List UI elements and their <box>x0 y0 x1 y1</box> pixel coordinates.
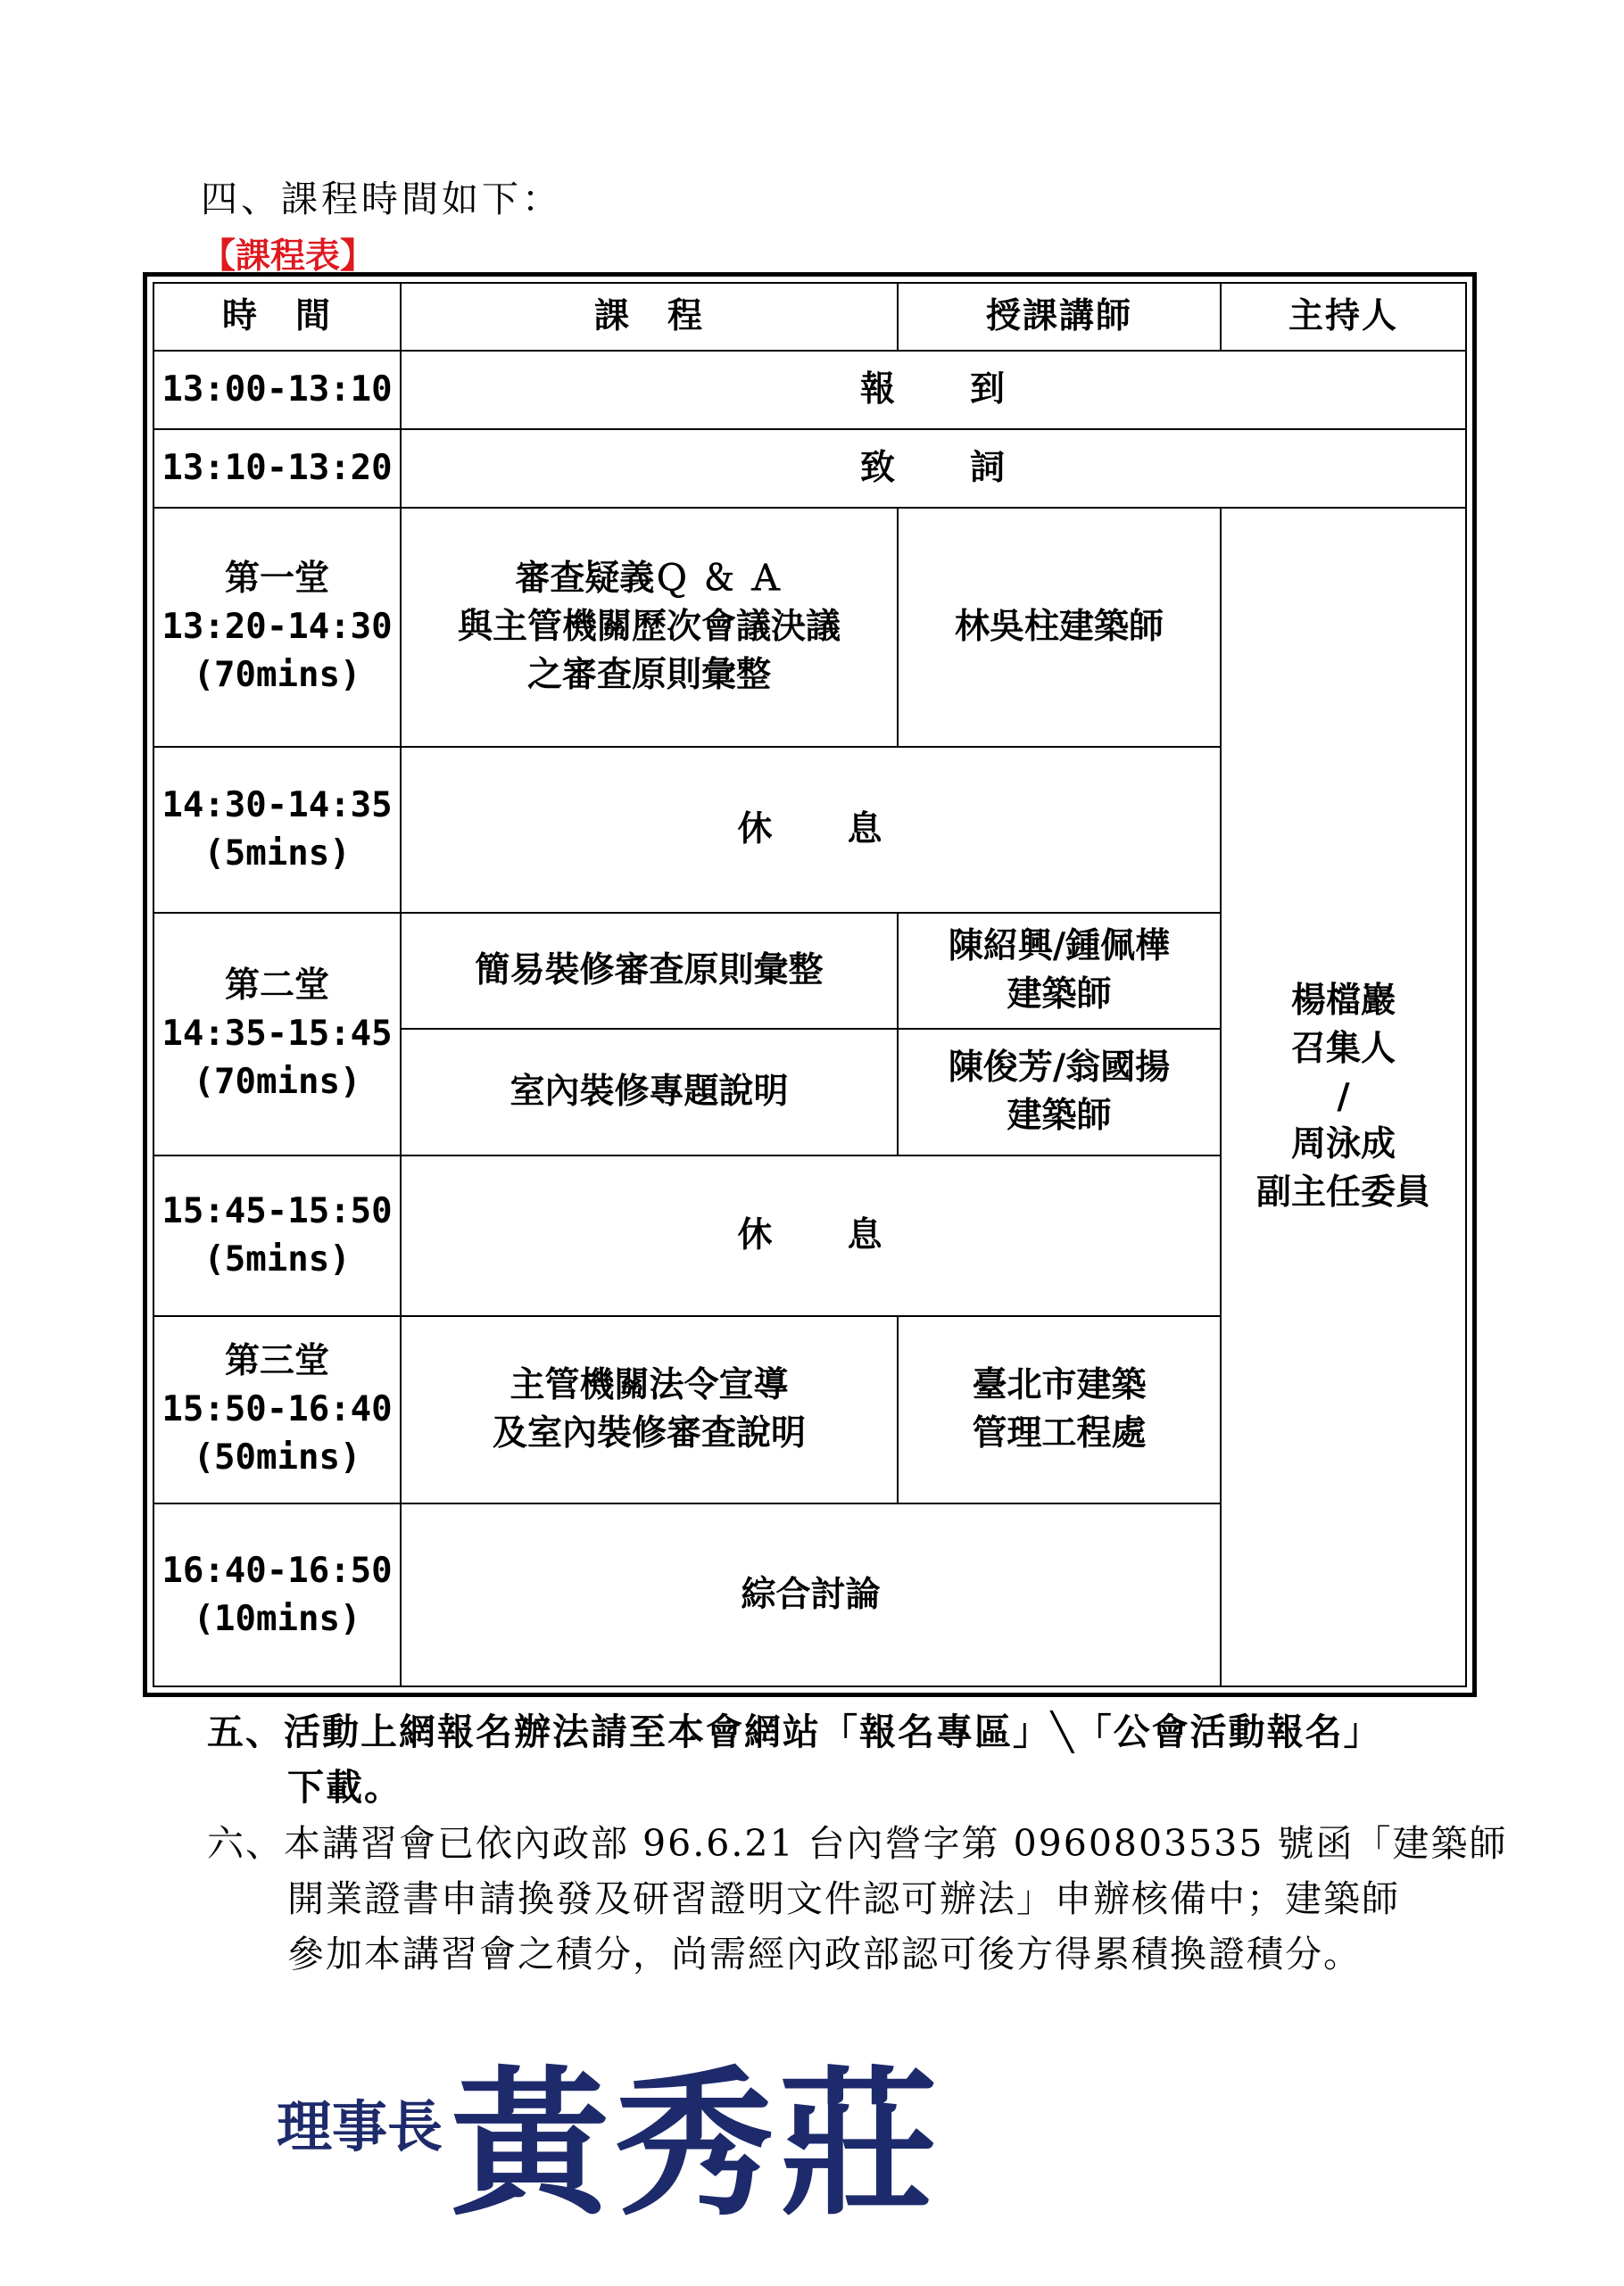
note-registration <box>207 1704 1519 1815</box>
session-duration: (70mins) <box>193 1061 361 1102</box>
break-cell: 休 息 <box>401 747 1221 913</box>
course-line: 室內裝修專題說明 <box>510 1071 789 1113</box>
note-line: 五、活動上網報名辦法請至本會網站「報名專區」╲「公會活動報名」 <box>207 1710 1382 1753</box>
section-heading: 四、課程時間如下： <box>201 178 562 220</box>
discussion-duration: (10mins) <box>193 1598 361 1639</box>
header-time: 時 間 <box>153 283 401 351</box>
header-course: 課 程 <box>401 283 898 351</box>
schedule-table-frame <box>143 272 1477 1697</box>
registration-cell: 報 到 <box>401 351 1466 429</box>
host-line: 副主任委員 <box>1255 1172 1430 1213</box>
session-label: 第一堂 <box>224 558 329 600</box>
session-time-cell <box>153 913 401 1155</box>
course-line: 及室內裝修審查說明 <box>492 1412 806 1454</box>
discussion-time: 16:40-16:50 <box>162 1550 393 1591</box>
session-duration: (50mins) <box>193 1437 361 1478</box>
note-line: 下載。 <box>287 1766 402 1809</box>
lecturer-line: 臺北市建築 <box>972 1364 1147 1406</box>
session-time-cell <box>153 1316 401 1503</box>
break-duration: (5mins) <box>203 1239 351 1280</box>
break-time-cell <box>153 1155 401 1316</box>
time-cell: 13:10-13:20 <box>153 429 401 508</box>
lecturer-line: 管理工程處 <box>972 1412 1147 1454</box>
session-time: 15:50-16:40 <box>162 1389 393 1430</box>
table-label: 【課程表】 <box>201 236 376 277</box>
signature-name: 黃秀莊 <box>451 2050 943 2231</box>
header-host: 主持人 <box>1221 283 1466 351</box>
lecturer-line: 陳俊芳/翁國揚 <box>948 1047 1171 1089</box>
host-line: 召集人 <box>1290 1027 1396 1069</box>
lecturer-cell <box>898 913 1221 1029</box>
course-cell <box>401 913 898 1029</box>
course-line: 審查疑義Ｑ ＆ Ａ <box>515 558 783 600</box>
table-row <box>153 429 1466 508</box>
break-time-cell <box>153 747 401 913</box>
lecturer-cell <box>898 508 1221 747</box>
signature-title: 理事長 <box>277 2094 443 2159</box>
note-line: 開業證書申請換發及研習證明文件認可辦法」申辦核備中；建築師 <box>287 1877 1400 1920</box>
discussion-cell: 綜合討論 <box>401 1503 1221 1686</box>
session-label: 第三堂 <box>224 1340 329 1382</box>
break-time: 15:45-15:50 <box>162 1191 393 1232</box>
session-time-cell <box>153 508 401 747</box>
break-duration: (5mins) <box>203 833 351 874</box>
table-header-row <box>153 283 1466 351</box>
table-row <box>153 351 1466 429</box>
table-row <box>153 508 1466 747</box>
opening-remarks-cell: 致 詞 <box>401 429 1466 508</box>
time-cell: 13:00-13:10 <box>153 351 401 429</box>
break-time: 14:30-14:35 <box>162 785 393 826</box>
schedule-table <box>153 282 1467 1687</box>
note-accreditation <box>207 1816 1519 1982</box>
session-time: 13:20-14:30 <box>162 607 393 648</box>
chairman-signature <box>277 2043 955 2231</box>
lecturer-cell <box>898 1029 1221 1155</box>
lecturer-line: 建築師 <box>1007 973 1112 1015</box>
session-duration: (70mins) <box>193 654 361 695</box>
discussion-time-cell <box>153 1503 401 1686</box>
host-line: 楊檔巖 <box>1290 979 1396 1021</box>
note-line: 參加本講習會之積分，尚需經內政部認可後方得累積換證積分。 <box>287 1933 1362 1975</box>
course-line: 之審查原則彙整 <box>526 653 771 695</box>
header-lecturer: 授課講師 <box>898 283 1221 351</box>
course-cell <box>401 508 898 747</box>
host-line: 周泳成 <box>1290 1123 1396 1165</box>
course-line: 主管機關法令宣導 <box>510 1364 789 1406</box>
host-line: / <box>1337 1075 1350 1117</box>
break-cell: 休 息 <box>401 1155 1221 1316</box>
session-time: 14:35-15:45 <box>162 1014 393 1055</box>
lecturer-line: 林吳柱建築師 <box>954 606 1164 648</box>
course-line: 簡易裝修審查原則彙整 <box>475 949 824 991</box>
session-label: 第二堂 <box>224 965 329 1006</box>
lecturer-cell <box>898 1316 1221 1503</box>
course-line: 與主管機關歷次會議決議 <box>457 606 841 648</box>
lecturer-line: 建築師 <box>1007 1095 1112 1136</box>
course-cell <box>401 1316 898 1503</box>
lecturer-line: 陳紹興/鍾佩樺 <box>948 925 1171 967</box>
course-cell <box>401 1029 898 1155</box>
host-cell <box>1221 508 1466 1686</box>
note-line: 六、本講習會已依內政部 96.6.21 台內營字第 0960803535 號函「建築師 <box>207 1822 1508 1865</box>
